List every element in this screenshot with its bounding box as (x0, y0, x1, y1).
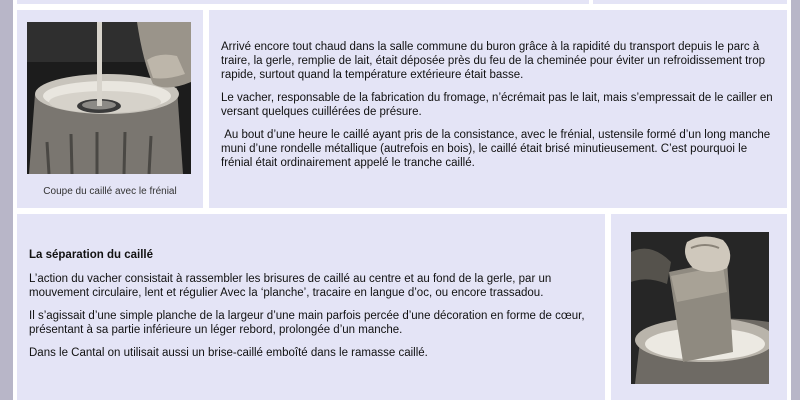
section-heading: La séparation du caillé (29, 249, 153, 261)
paragraph: Au bout d’une heure le caillé ayant pris de la consistance, avec le frénial, ustensile formé d’un long manche muni d’une rondelle métallique (autrefois en bois), le caillé était brisé minutieusement. C’est pourquoi le frénial était ordinairement appelé le tranche caillé. (221, 129, 774, 169)
paragraph: Arrivé encore tout chaud dans la salle commune du buron grâce à la rapidité du transport depuis le parc à traire, la gerle, remplie de lait, était déposée près du feu de la cheminée pour éviter un refroidissement trop rapide, surtout quand la température extérieure était basse. (221, 41, 765, 81)
paragraph: Le vacher, responsable de la fabrication du fromage, n’écrémait pas le lait, mais s’empressait de le cailler en versant quelques cuillérées de présure. (221, 92, 773, 118)
text-cell-curd-separation (17, 214, 605, 400)
article-text (221, 40, 773, 179)
page-frame (13, 0, 791, 400)
top-strip (593, 0, 787, 4)
photo-curd-cutting (27, 22, 191, 174)
text-cell-curd-cutting (209, 10, 787, 208)
paragraph: Dans le Cantal on utilisait aussi un brise-caillé emboîté dans le ramasse caillé. (29, 347, 428, 359)
photo-curd-cutting-image (27, 22, 191, 174)
photo-caption: Coupe du caillé avec le frénial (43, 186, 177, 197)
top-strip (17, 0, 589, 4)
paragraph: Il s’agissait d’une simple planche de la largeur d’une main parfois percée d’une décoration en forme de cœur, présentant à sa partie inférieure un léger rebord, prolongée d’un manche. (29, 310, 585, 336)
photo-curd-separation (631, 232, 769, 384)
photo-cell-curd-cutting (17, 10, 203, 208)
photo-cell-curd-separation (611, 214, 787, 400)
paragraph: L’action du vacher consistait à rassembler les brisures de caillé au centre et au fond de la gerle, par un mouvement circulaire, lent et régulier Avec la ‘planche’, tracaire en langue d’oc, ou encore trassadou. (29, 273, 552, 299)
article-text (29, 248, 591, 369)
photo-curd-separation-image (631, 232, 769, 384)
